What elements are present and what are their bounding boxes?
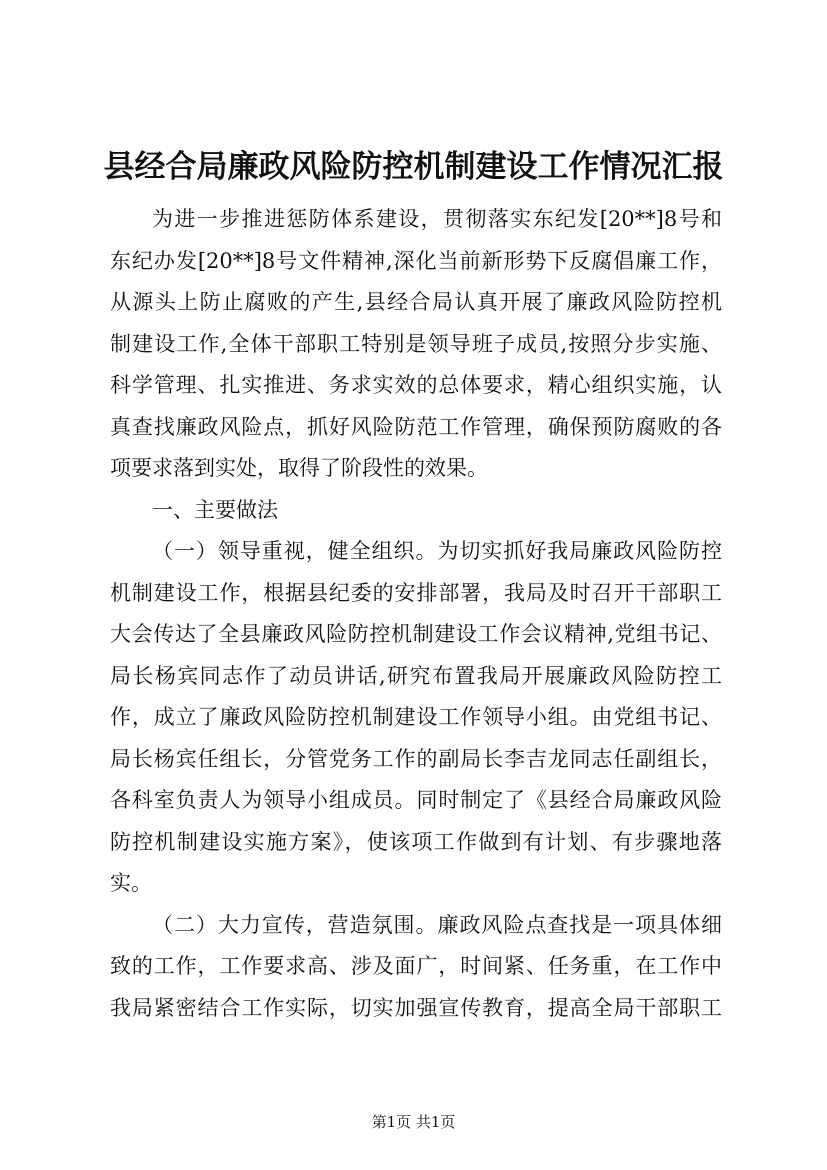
section-heading: 一、主要做法 bbox=[152, 497, 278, 522]
paragraph-line: 科学管理、扎实推进、务求实效的总体要求，精心组织实施，认 bbox=[110, 373, 722, 397]
document-body bbox=[110, 199, 722, 1029]
paragraph-line: 大会传达了全县廉政风险防控机制建设工作会议精神,党组书记、 bbox=[110, 622, 722, 646]
paragraph-line: 局长杨宾任组长，分管党务工作的副局长李吉龙同志任副组长， bbox=[110, 746, 722, 771]
document-title: 县经合局廉政风险防控机制建设工作情况汇报 bbox=[103, 149, 724, 185]
page-footer: 第1页 共1页 bbox=[371, 1113, 456, 1131]
paragraph-line: 实。 bbox=[110, 871, 152, 895]
paragraph-line: 防控机制建设实施方案》，使该项工作做到有计划、有步骤地落 bbox=[110, 829, 722, 854]
paragraph-line: 我局紧密结合工作实际，切实加强宣传教育，提高全局干部职工 bbox=[110, 995, 722, 1020]
paragraph-line: 东纪办发[20**]8号文件精神,深化当前新形势下反腐倡廉工作， bbox=[110, 248, 722, 273]
paragraph-line: 项要求落到实处，取得了阶段性的效果。 bbox=[110, 456, 488, 480]
paragraph-line: 各科室负责人为领导小组成员。同时制定了《县经合局廉政风险 bbox=[110, 788, 722, 812]
paragraph-line: 为进一步推进惩防体系建设，贯彻落实东纪发[20**]8号和 bbox=[152, 207, 722, 231]
paragraph-line: 作，成立了廉政风险防控机制建设工作领导小组。由党组书记、 bbox=[110, 705, 722, 729]
paragraph-line: 局长杨宾同志作了动员讲话,研究布置我局开展廉政风险防控工 bbox=[110, 663, 722, 688]
paragraph-line: 致的工作，工作要求高、涉及面广，时间紧、任务重，在工作中 bbox=[110, 954, 722, 978]
paragraph-line: （二）大力宣传，营造氛围。廉政风险点查找是一项具体细 bbox=[152, 912, 722, 937]
paragraph-line: （一）领导重视，健全组织。为切实抓好我局廉政风险防控 bbox=[152, 539, 722, 563]
paragraph-line: 真查找廉政风险点，抓好风险防范工作管理，确保预防腐败的各 bbox=[110, 414, 722, 439]
paragraph-line: 从源头上防止腐败的产生,县经合局认真开展了廉政风险防控机 bbox=[110, 290, 722, 314]
paragraph-line: 机制建设工作，根据县纪委的安排部署，我局及时召开干部职工 bbox=[110, 580, 722, 605]
paragraph-line: 制建设工作,全体干部职工特别是领导班子成员,按照分步实施、 bbox=[110, 331, 722, 356]
